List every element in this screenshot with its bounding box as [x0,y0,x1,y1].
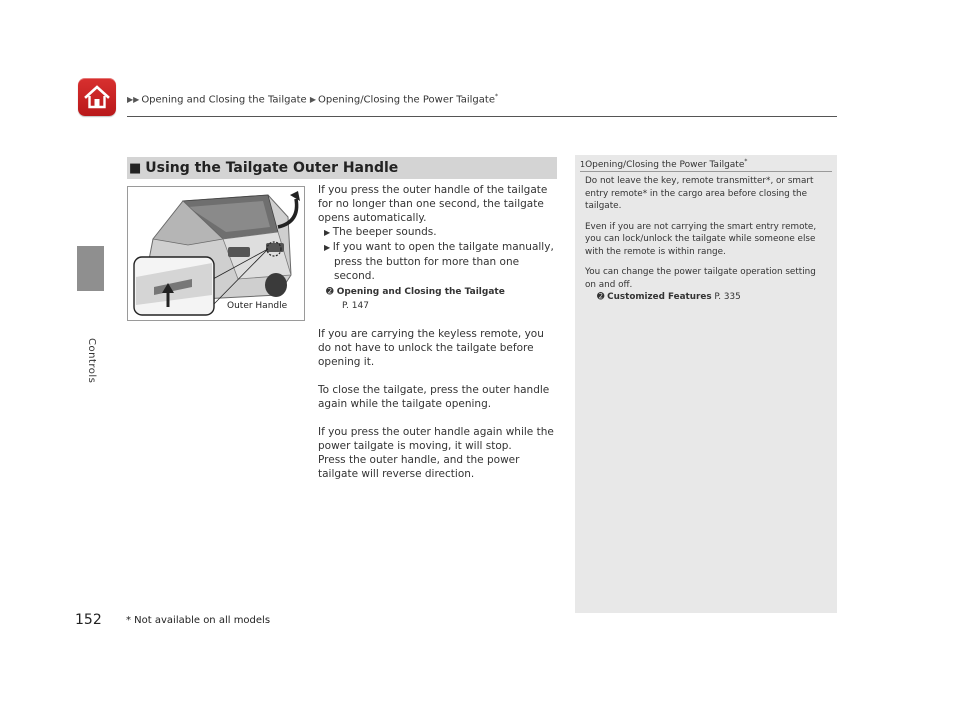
section-heading-bar [127,157,557,179]
home-icon [84,85,110,109]
instruction-text [318,183,560,481]
result-arrow-icon: ▶ [324,243,333,252]
cross-reference-icon: ➋ [326,287,337,297]
note-ref-icon: 1 [580,160,586,169]
square-bullet-icon: ■ [129,160,142,176]
side-note-panel [575,155,837,613]
cross-reference-icon: ➋ [597,292,608,302]
note-body [585,175,827,312]
chapter-tab[interactable] [77,246,104,291]
page-number: 152 [75,612,102,628]
paragraph-reverse: Press the outer handle, and the power tailgate will reverse direction. [318,454,520,480]
note-paragraph-setting: You can change the power tailgate operation setting on and off. [585,267,816,290]
note-divider [580,171,832,172]
chapter-label: Controls [86,338,97,384]
footnote: * Not available on all models [126,615,271,626]
triangle-right-icon: ▶ [309,95,317,105]
outer-handle-label: Outer Handle [227,301,288,311]
note-paragraph-remote: Even if you are not carrying the smart entry remote, you can lock/unlock the tailgate while someone else with the remote is within range. [585,221,817,257]
cross-reference-link[interactable]: ➋ Opening and Closing the Tailgate [326,287,505,297]
availability-mark: * [494,93,498,100]
paragraph-keyless-remote: If you are carrying the keyless remote, you do not have to unlock the tailgate before opening it. [318,328,544,368]
note-cross-reference[interactable]: ➋ Customized Features P. 335 [597,292,741,302]
note-heading: 1Opening/Closing the Power Tailgate* [580,158,748,170]
paragraph-close: To close the tailgate, press the outer handle again while the tailgate opening. [318,384,550,410]
result-beeper: ▶ The beeper sounds. [324,226,437,238]
section-title: Using the Tailgate Outer Handle [145,160,399,176]
tailgate-illustration [127,186,305,321]
breadcrumb [127,93,498,105]
header-divider [127,116,837,117]
result-open-manually: ▶ If you want to open the tailgate manually, press the button for more than one second. [324,241,554,282]
result-arrow-icon: ▶ [324,228,333,237]
note-paragraph-key: Do not leave the key, remote transmitter*, or smart entry remote* in the cargo area before closing the tailgate. [585,176,814,211]
home-button[interactable] [78,78,116,116]
double-triangle-right-icon: ▶▶ [127,95,140,105]
paragraph-stop: If you press the outer handle again while the power tailgate is moving, it will stop. [318,426,554,452]
availability-mark: * [744,158,748,165]
breadcrumb-item-power-tailgate[interactable]: Opening/Closing the Power Tailgate [318,94,495,106]
paragraph-press-handle: If you press the outer handle of the tailgate for no longer than one second, the tailgate opens automatically. [318,184,548,224]
breadcrumb-item-tailgate[interactable]: Opening and Closing the Tailgate [141,94,307,106]
cross-reference-page[interactable]: P. 147 [342,301,369,311]
